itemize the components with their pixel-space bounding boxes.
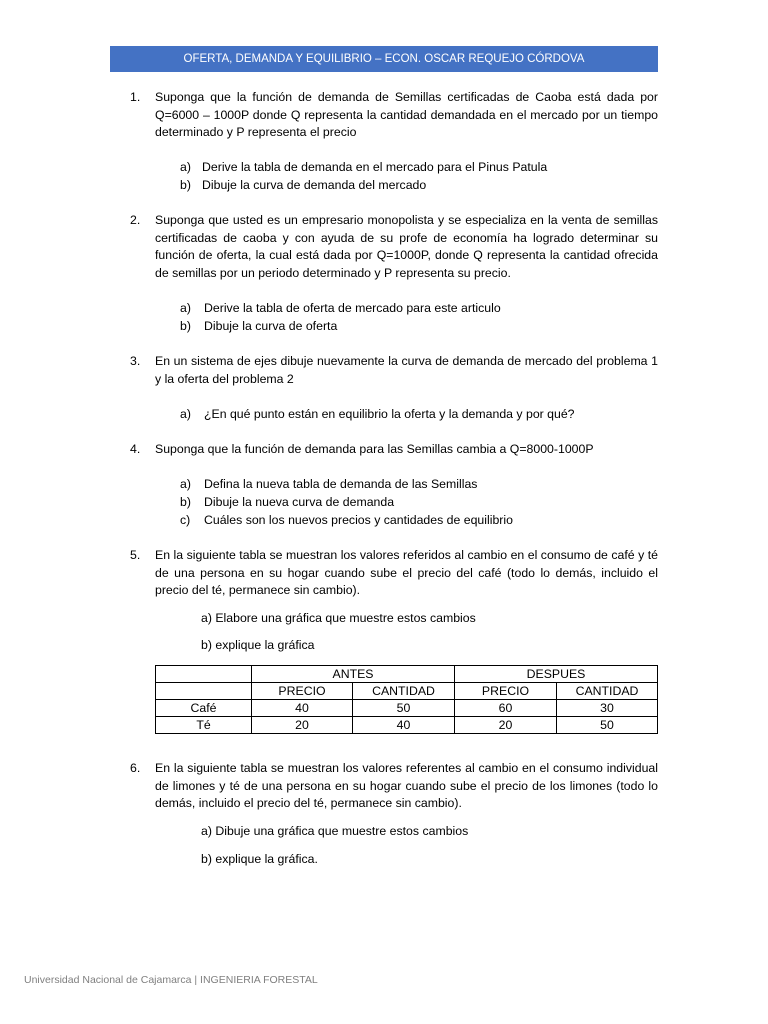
question-6 [130, 760, 658, 813]
list-item: a) Elabore una gráfica que muestre estos cambios [201, 611, 476, 625]
table-row [156, 717, 658, 734]
question-text: Suponga que usted es un empresario monopolista y se especializa en la venta de semillas certificadas de caoba y con ayuda de su profe de economía ha logrado determinar su función de oferta, la cual está dada por Q=1000P, donde Q representa la cantidad ofrecida de semillas por un periodo determinado y P representa su precio. [155, 213, 658, 280]
list-item [180, 159, 547, 177]
list-item [180, 406, 575, 424]
row-label: Té [156, 717, 252, 734]
question-text: Suponga que la función de demanda para las Semillas cambia a Q=8000-1000P [155, 442, 594, 456]
table-cell: 60 [455, 700, 557, 717]
table-cell: 30 [557, 700, 658, 717]
list-item [180, 494, 394, 512]
list-item [180, 476, 477, 494]
item-text: Derive la tabla de oferta de mercado para este articulo [204, 301, 501, 315]
page-footer: Universidad Nacional de Cajamarca | INGENIERIA FORESTAL [24, 974, 318, 986]
item-letter: b) [180, 178, 191, 192]
table-group-header: DESPUES [455, 666, 658, 683]
list-item: b) explique la gráfica [201, 638, 315, 652]
question-number: 2. [130, 213, 141, 227]
question-number: 1. [130, 90, 141, 104]
table-column-header: CANTIDAD [557, 683, 658, 700]
table-column-header: CANTIDAD [353, 683, 455, 700]
item-letter: b) [180, 319, 191, 333]
question-number: 5. [130, 548, 141, 562]
question-number: 3. [130, 354, 141, 368]
item-letter: a) [180, 477, 191, 491]
question-text: En la siguiente tabla se muestran los valores referentes al cambio en el consumo individual de limones y té de una persona en su hogar cuando sube el precio de los limones (todo lo demás, incluido el precio del té, permanece sin cambio). [155, 761, 658, 810]
consumption-table [155, 665, 658, 734]
table-group-header: ANTES [252, 666, 455, 683]
row-label: Café [156, 700, 252, 717]
item-text: Dibuje la nueva curva de demanda [204, 495, 395, 509]
list-item [180, 318, 337, 336]
item-letter: a) [180, 301, 191, 315]
item-letter: a) [180, 160, 191, 174]
table-row [156, 700, 658, 717]
table-cell: 20 [252, 717, 353, 734]
list-item: b) explique la gráfica. [201, 852, 318, 866]
item-text: Cuáles son los nuevos precios y cantidades de equilibrio [204, 513, 513, 527]
question-text: En la siguiente tabla se muestran los valores referidos al cambio en el consumo de café y té de una persona en su hogar cuando sube el precio del café (todo lo demás, incluido el precio del té, permanece sin cambio). [155, 548, 658, 597]
item-letter: c) [180, 513, 191, 527]
item-letter: b) [180, 495, 191, 509]
document-title-banner: OFERTA, DEMANDA Y EQUILIBRIO – ECON. OSCAR REQUEJO CÓRDOVA [110, 46, 658, 72]
item-letter: a) [180, 407, 191, 421]
table-column-header: PRECIO [252, 683, 353, 700]
item-text: Defina la nueva tabla de demanda de las Semillas [204, 477, 478, 491]
list-item: a) Dibuje una gráfica que muestre estos cambios [201, 824, 469, 838]
question-number: 4. [130, 442, 141, 456]
question-5 [130, 547, 658, 600]
table-corner-cell [156, 666, 252, 683]
question-3 [130, 353, 658, 388]
item-text: ¿En qué punto están en equilibrio la oferta y la demanda y por qué? [204, 407, 575, 421]
table-cell: 20 [455, 717, 557, 734]
question-text: Suponga que la función de demanda de Semillas certificadas de Caoba está dada por Q=6000 – 1000P donde Q representa la cantidad demandada en el mercado por un tiempo determinado y P representa el precio [155, 90, 658, 139]
question-number: 6. [130, 761, 141, 775]
question-2 [130, 212, 658, 282]
table-cell: 40 [353, 717, 455, 734]
question-1 [130, 89, 658, 142]
item-text: Dibuje la curva de demanda del mercado [202, 178, 427, 192]
question-4 [130, 441, 658, 459]
table-cell: 40 [252, 700, 353, 717]
item-text: Dibuje la curva de oferta [204, 319, 338, 333]
list-item [180, 177, 426, 195]
table-corner-cell [156, 683, 252, 700]
table-cell: 50 [557, 717, 658, 734]
list-item [180, 512, 513, 530]
question-text: En un sistema de ejes dibuje nuevamente la curva de demanda de mercado del problema 1 y la oferta del problema 2 [155, 354, 658, 386]
item-text: Derive la tabla de demanda en el mercado para el Pinus Patula [202, 160, 548, 174]
list-item [180, 300, 501, 318]
table-column-header: PRECIO [455, 683, 557, 700]
table-cell: 50 [353, 700, 455, 717]
